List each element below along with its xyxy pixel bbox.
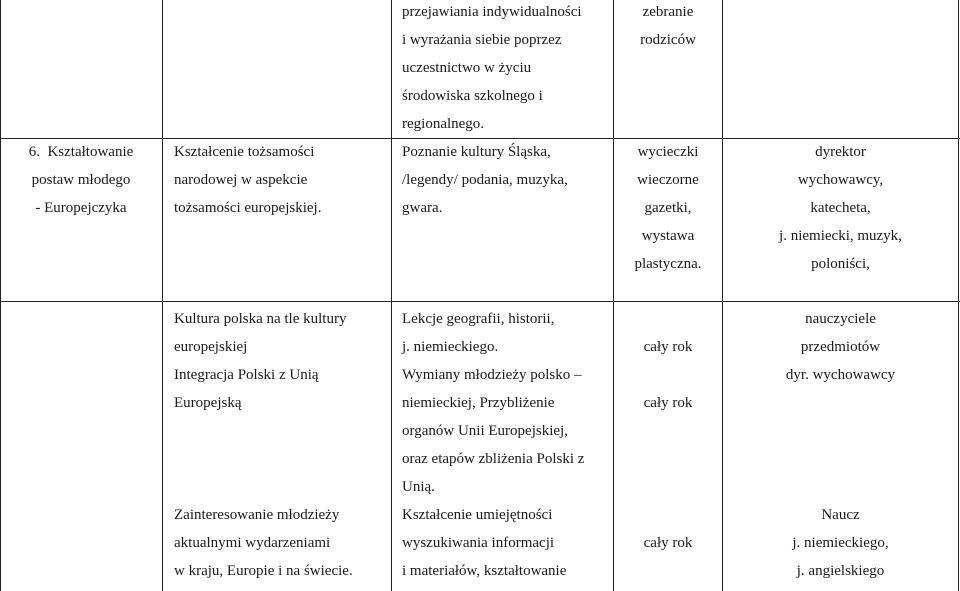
text-line: cały rok <box>643 535 693 551</box>
text-line: wycieczki <box>637 144 699 160</box>
text-line: Kształtowanie <box>47 144 134 160</box>
text-line: organów Unii Europejskiej, <box>402 422 568 439</box>
activity-cell <box>402 502 612 586</box>
activity-cell <box>402 362 612 502</box>
text-line: gazetki, <box>644 199 692 216</box>
text-line: regionalnego. <box>402 115 485 132</box>
text-line: Lekcje geografii, historii, <box>402 311 555 327</box>
text-line: w kraju, Europie i na świecie. <box>174 562 353 579</box>
text-line: Zainteresowanie młodzieży <box>174 507 340 523</box>
text-line: narodowej w aspekcie <box>174 171 308 188</box>
text-line: i wyrażania siebie poprzez <box>402 31 562 48</box>
text-line: j. niemieckiego. <box>402 338 499 355</box>
text-line: wystawa <box>641 227 695 244</box>
text-line: oraz etapów zbliżenia Polski z <box>402 450 585 467</box>
text-line: środowiska szkolnego i <box>402 87 543 104</box>
goal-cell <box>174 502 389 586</box>
text-line: przejawiania indywidualności <box>402 4 582 20</box>
activity-cell <box>402 306 612 362</box>
text-line: j. angielskiego <box>796 562 885 579</box>
when-cell <box>614 334 722 362</box>
when-cell <box>614 530 722 558</box>
text-line: poloniści, <box>811 255 870 272</box>
text-line: - Europejczyka <box>35 199 127 216</box>
goal-cell <box>174 306 389 362</box>
table-row-divider <box>0 301 960 302</box>
text-line: zebranie <box>642 4 694 20</box>
text-line: wieczorne <box>637 171 699 188</box>
text-line: wyszukiwania informacji <box>402 534 555 551</box>
goal-cell <box>174 362 389 418</box>
responsible-cell <box>723 502 958 586</box>
text-line: Integracja Polski z Unią <box>174 367 319 383</box>
text-line: Unią. <box>402 478 435 495</box>
text-line: europejskiej <box>174 338 248 355</box>
text-line: Naucz <box>821 507 860 523</box>
table-border-right <box>958 0 959 591</box>
text-line: /legendy/ podania, muzyka, <box>402 171 568 188</box>
table-column-divider <box>162 0 163 591</box>
text-line: nauczyciele <box>805 311 876 327</box>
text-line: katecheta, <box>810 199 871 216</box>
text-line: wychowawcy, <box>797 171 884 188</box>
row-number: 6. <box>28 144 40 160</box>
activity-cell <box>402 139 612 223</box>
text-line: niemieckiej, Przybliżenie <box>402 394 555 411</box>
text-line: plastyczna. <box>634 255 702 272</box>
text-line: j. niemieckiego, <box>792 534 889 551</box>
table-column-divider <box>613 0 614 591</box>
when-cell <box>614 390 722 418</box>
text-line: Kształcenie umiejętności <box>402 507 553 523</box>
text-line: dyrektor <box>815 144 866 160</box>
text-line: Wymiany młodzieży polsko – <box>402 367 582 383</box>
text-line: j. niemiecki, muzyk, <box>779 227 902 244</box>
text-line: aktualnymi wydarzeniami <box>174 534 331 551</box>
text-line: uczestnictwo w życiu <box>402 59 532 76</box>
text-line: Kultura polska na tle kultury <box>174 311 347 327</box>
area-cell <box>0 139 162 223</box>
text-line: Kształcenie tożsamości <box>174 144 315 160</box>
activity-cell <box>402 0 612 139</box>
text-line: rodziców <box>640 31 696 48</box>
goal-cell <box>174 139 389 223</box>
table-column-divider <box>391 0 392 591</box>
responsible-cell <box>723 139 958 279</box>
text-line <box>0 139 162 167</box>
text-line: Europejską <box>174 394 242 411</box>
table-border-left <box>0 0 1 591</box>
when-cell <box>614 0 722 55</box>
responsible-cell <box>723 306 958 362</box>
responsible-cell <box>723 362 958 390</box>
text-line: tożsamości europejskiej. <box>174 199 322 216</box>
text-line: Poznanie kultury Śląska, <box>402 144 551 160</box>
text-line: cały rok <box>643 339 693 355</box>
text-line: postaw młodego <box>31 171 131 188</box>
text-line: dyr. wychowawcy <box>785 367 896 383</box>
text-line: gwara. <box>402 199 443 216</box>
text-line: i materiałów, kształtowanie <box>402 562 567 579</box>
text-line: przedmiotów <box>800 338 881 355</box>
when-cell <box>614 139 722 279</box>
text-line: cały rok <box>643 395 693 411</box>
